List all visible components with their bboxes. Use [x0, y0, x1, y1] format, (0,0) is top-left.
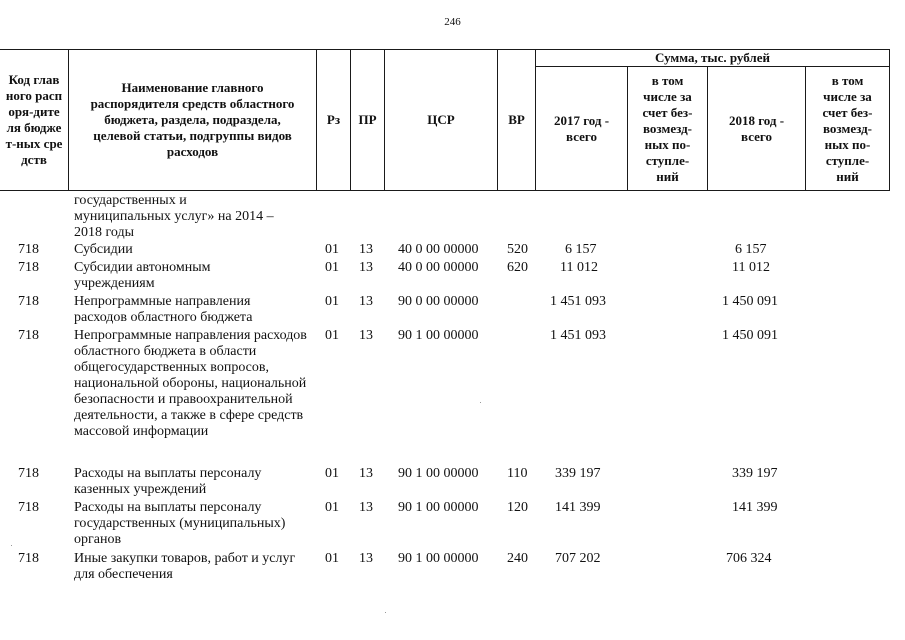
- cell-kod: 718: [18, 551, 39, 566]
- cell-kod: 718: [18, 294, 39, 309]
- header-summa: Сумма, тыс. рублей: [655, 50, 770, 65]
- cell-2018: 1 450 091: [722, 328, 778, 343]
- cell-rz: 01: [325, 466, 339, 481]
- header-name: Наименование главного распорядителя средств областного бюджета, раздела, подраздела, целевой статьи, подгруппы видов расходов: [90, 80, 295, 159]
- cell-csr: 40 0 00 00000: [398, 242, 479, 257]
- cell-2017: 1 451 093: [550, 328, 606, 343]
- cell-2017: 11 012: [560, 260, 598, 275]
- cell-pr: 13: [359, 242, 373, 257]
- cell-rz: 01: [325, 551, 339, 566]
- cell-csr: 90 0 00 00000: [398, 294, 479, 309]
- header-2018-bezvozm: в том числе за счет без-возмезд-ных по-ступле-ний: [822, 72, 873, 184]
- cell-csr: 90 1 00 00000: [398, 551, 479, 566]
- cell-2018: 6 157: [735, 242, 767, 257]
- cell-pr: 13: [359, 500, 373, 515]
- cell-2017: 339 197: [555, 466, 601, 481]
- header-rz: Рз: [326, 112, 341, 127]
- cell-pr: 13: [359, 466, 373, 481]
- header-pr: ПР: [358, 112, 377, 127]
- cell-2018: 1 450 091: [722, 294, 778, 309]
- cell-csr: 90 1 00 00000: [398, 500, 479, 515]
- cell-2017: 1 451 093: [550, 294, 606, 309]
- cell-2018: 706 324: [726, 551, 772, 566]
- cell-vr: 110: [507, 466, 528, 481]
- cell-rz: 01: [325, 242, 339, 257]
- cell-kod: 718: [18, 466, 39, 481]
- cell-vr: 240: [507, 551, 528, 566]
- cell-name: Субсидии автономным учреждениям: [74, 260, 211, 291]
- cell-2017: 6 157: [565, 242, 597, 257]
- cell-name: Расходы на выплаты персоналу государственных (муниципальных) органов: [74, 500, 286, 547]
- cell-vr: 520: [507, 242, 528, 257]
- cell-vr: 120: [507, 500, 528, 515]
- cell-2018: 141 399: [732, 500, 778, 515]
- header-kod: Код главного распоря-дителя бюджет-ных средств: [5, 72, 63, 167]
- scan-speck: [385, 612, 386, 613]
- cell-pr: 13: [359, 551, 373, 566]
- header-vr: ВР: [508, 112, 525, 127]
- cell-name: Непрограммные направления расходов областного бюджета в области общегосударственных вопросов, национальной обороны, национальной безопасности и правоохранительной деятельности, а также в сфере средств массовой информации: [74, 328, 307, 439]
- scan-speck: [11, 545, 12, 546]
- cell-kod: 718: [18, 260, 39, 275]
- cell-csr: 40 0 00 00000: [398, 260, 479, 275]
- continuation-text: государственных и муниципальных услуг» на 2014 – 2018 годы: [74, 193, 274, 240]
- cell-2017: 707 202: [555, 551, 601, 566]
- cell-2018: 339 197: [732, 466, 778, 481]
- scan-speck: [480, 402, 481, 403]
- page-number: 246: [444, 16, 461, 28]
- cell-rz: 01: [325, 500, 339, 515]
- cell-name: Субсидии: [74, 242, 133, 257]
- header-2017-total: 2017 год - всего: [553, 112, 610, 144]
- cell-kod: 718: [18, 242, 39, 257]
- cell-name: Расходы на выплаты персоналу казенных учреждений: [74, 466, 262, 497]
- cell-kod: 718: [18, 500, 39, 515]
- cell-pr: 13: [359, 260, 373, 275]
- cell-rz: 01: [325, 328, 339, 343]
- cell-csr: 90 1 00 00000: [398, 466, 479, 481]
- header-2018-total: 2018 год - всего: [728, 112, 785, 144]
- cell-kod: 718: [18, 328, 39, 343]
- cell-2018: 11 012: [732, 260, 770, 275]
- cell-rz: 01: [325, 294, 339, 309]
- header-2017-bezvozm: в том числе за счет без-возмезд-ных по-ступле-ний: [642, 72, 693, 184]
- header-csr: ЦСР: [427, 112, 455, 127]
- cell-name: Непрограммные направления расходов областного бюджета: [74, 294, 253, 325]
- cell-vr: 620: [507, 260, 528, 275]
- cell-rz: 01: [325, 260, 339, 275]
- cell-2017: 141 399: [555, 500, 601, 515]
- cell-pr: 13: [359, 294, 373, 309]
- cell-csr: 90 1 00 00000: [398, 328, 479, 343]
- cell-name: Иные закупки товаров, работ и услуг для обеспечения: [74, 551, 296, 582]
- cell-pr: 13: [359, 328, 373, 343]
